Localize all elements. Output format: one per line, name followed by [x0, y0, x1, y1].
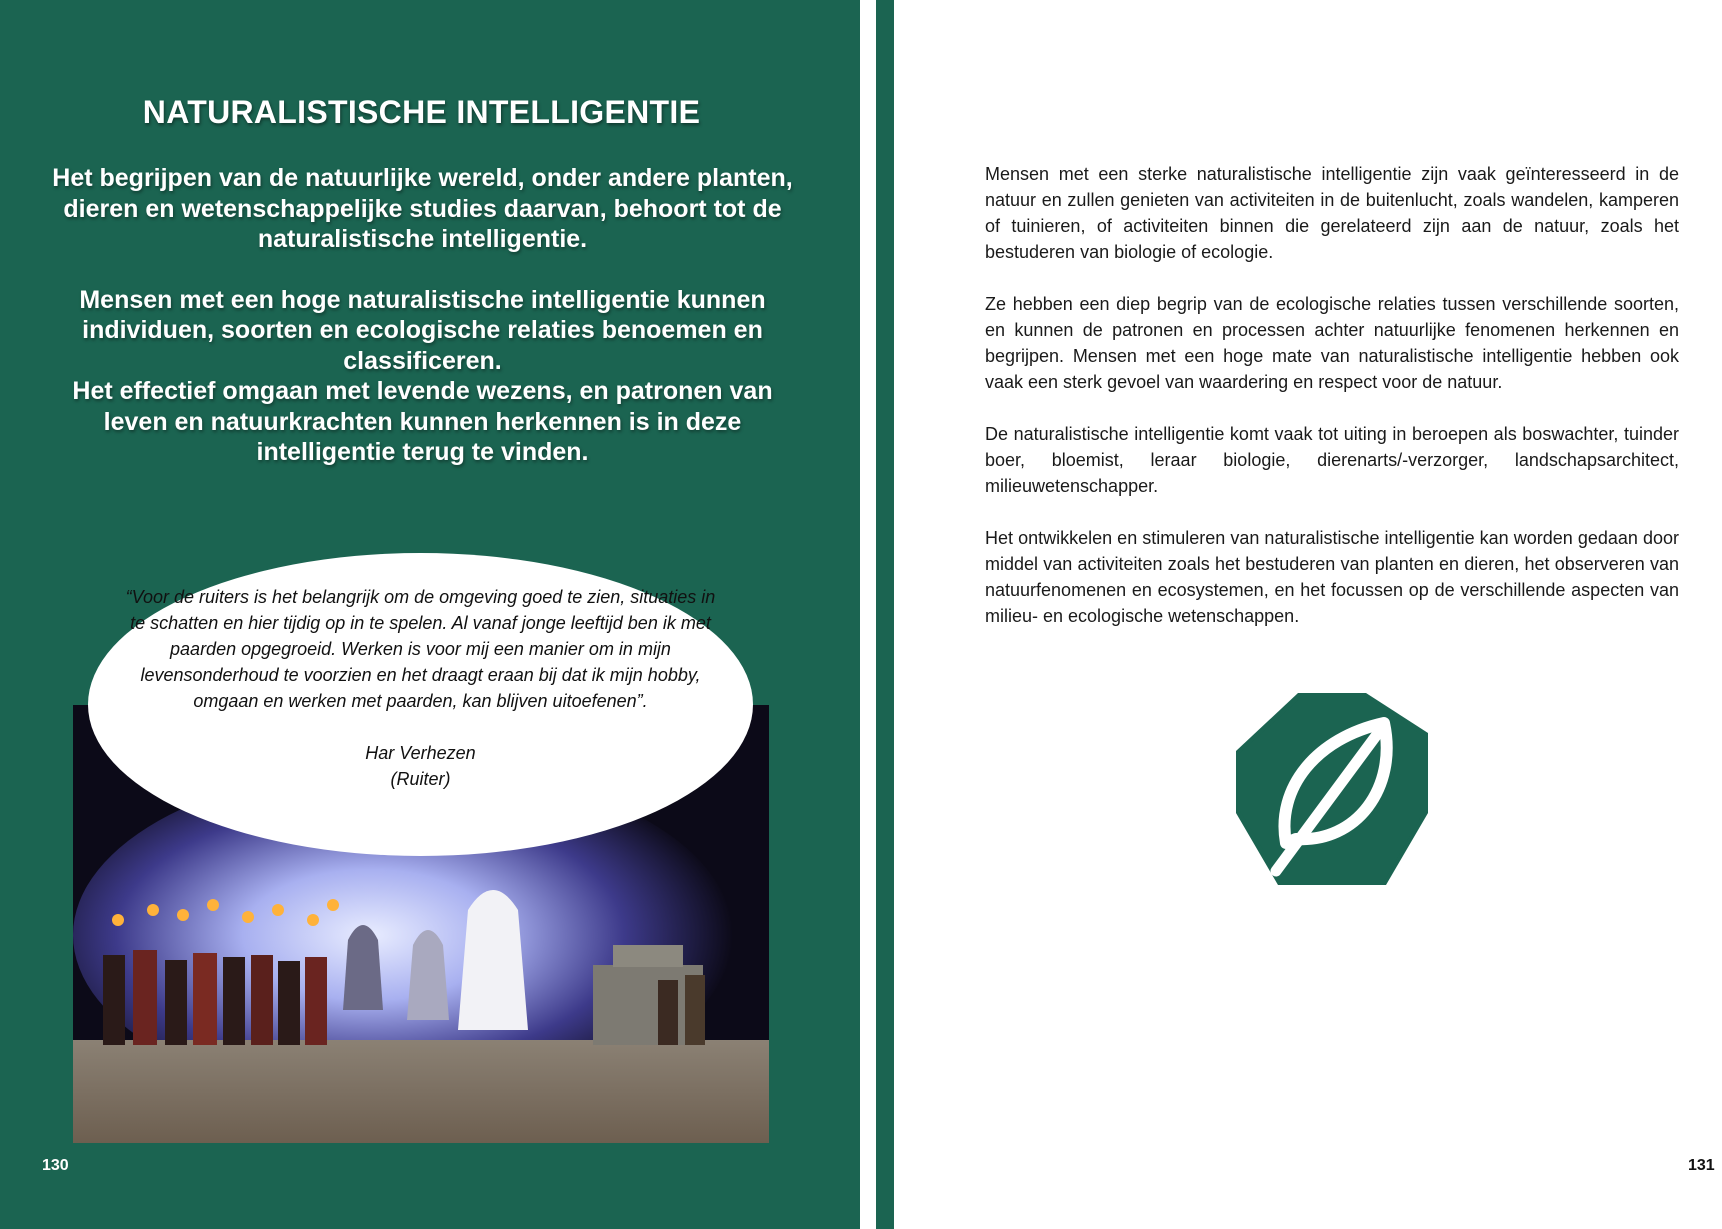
- spine-strip: [876, 0, 894, 1229]
- page-number-right: 131: [1688, 1157, 1715, 1174]
- intro-paragraph-1: Het begrijpen van de natuurlijke wereld, onder andere planten, dieren en wetenschappelijke studies daarvan, behoort tot de naturalistische intelligentie.: [52, 164, 793, 253]
- quote-role: (Ruiter): [390, 769, 451, 789]
- quote-block: [118, 584, 723, 792]
- leaf-octagon-icon: [1236, 693, 1428, 885]
- page-title: NATURALISTISCHE INTELLIGENTIE: [142, 94, 701, 130]
- intro-paragraph-2a: Mensen met een hoge naturalistische intelligentie kunnen individuen, soorten en ecologische relaties benoemen en classificeren.: [79, 285, 766, 375]
- right-paragraph-3: De naturalistische intelligentie komt vaak tot uiting in beroepen als boswachter, tuinder boer, bloemist, leraar biologie, dierenarts/-verzorger, landschapsarchitect, milieuwetenschapper.: [985, 424, 1679, 496]
- intro-text: [40, 163, 805, 468]
- page-number-left: 130: [42, 1157, 69, 1174]
- quote-author: Har Verhezen: [365, 743, 476, 763]
- right-page-text: [985, 161, 1679, 655]
- right-paragraph-2: Ze hebben een diep begrip van de ecologische relaties tussen verschillende soorten, en kunnen de patronen en processen achter natuurlijke fenomenen herkennen en begrijpen. Mensen met een hoge mate van naturalistische intelligentie hebben ook vaak een sterk gevoel van waardering en respect voor de natuur.: [985, 294, 1679, 392]
- quote-text: “Voor de ruiters is het belangrijk om de omgeving goed te zien, situaties in te schatten en hier tijdig op in te spelen. Al vanaf jonge leeftijd ben ik met paarden opgegroeid. Werken is voor mij een manier om in mijn levensonderhoud te voorzien en het draagt eraan bij dat ik mijn hobby, omgaan en werken met paarden, kan blijven uitoefenen”.: [125, 587, 716, 711]
- right-paragraph-1: Mensen met een sterke naturalistische intelligentie zijn vaak geïnteresseerd in de natuur en zullen genieten van activiteiten in de buitenlucht, zoals wandelen, kamperen of tuinieren, of activiteiten binnen die gerelateerd zijn aan de natuur, zoals het bestuderen van biologie of ecologie.: [985, 164, 1679, 262]
- intro-paragraph-2b: Het effectief omgaan met levende wezens, en patronen van leven en natuurkrachten kunnen herkennen is in deze intelligentie terug te vinden.: [72, 377, 773, 466]
- right-paragraph-4: Het ontwikkelen en stimuleren van naturalistische intelligentie kan worden gedaan door middel van activiteiten zoals het bestuderen van planten en dieren, het observeren van natuurfenomenen en ecosystemen, en het focussen op de verschillende aspecten van milieu- en ecologische wetenschappen.: [985, 528, 1679, 626]
- left-page: [0, 0, 860, 1229]
